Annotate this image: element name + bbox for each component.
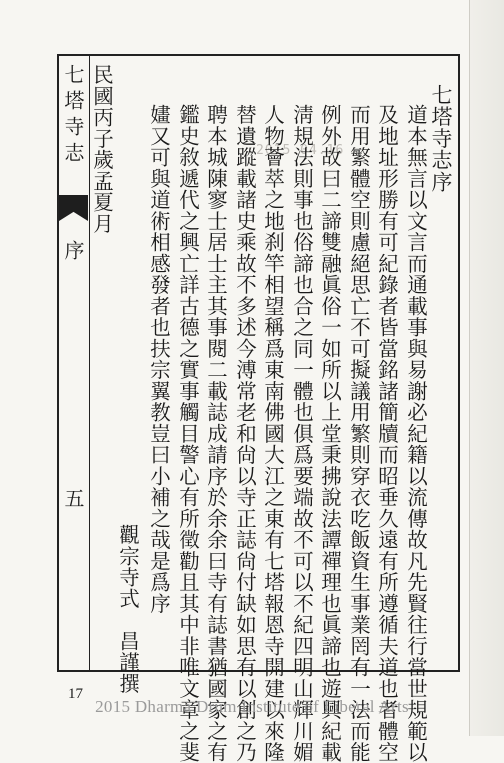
preface-line-5: 淸規法則事也俗諦也合之同一體也俱爲要端故不可以不紀四明山輝川媚 [289,104,314,763]
date-stamp: 2015.04.16 [256,143,345,158]
preface-line-8: 聘本城陳寥士居士主其事閱二載誌成請序於余余曰寺有誌書猶國家之有 [203,104,228,763]
preface-title: 七塔寺志序 [429,84,453,193]
margin-folio: 五 [61,488,85,514]
page-number: 17 [68,686,83,702]
preface-line-1: 道本無言以文言而通載事與易謝必紀籍以流傳故凡先賢往行當世規範以 [403,104,428,763]
preface-line-6: 人物薈萃之地刹竿相望稱爲東南佛國大江之東有七塔報恩寺開建以來隆 [260,104,285,763]
preface-signature: 觀宗寺式 昌謹撰 [115,524,140,694]
preface-line-7: 替遺蹤載諸史乘故不多述今溥常老和尙以寺正誌尙付缺如思有以創之乃 [232,104,257,763]
preface-line-4: 例外故曰二諦雙融眞俗一如所以上堂秉拂說法譚禪理也眞諦也遊興紀載 [317,104,342,763]
margin-section: 序 [61,240,85,266]
adjacent-page-edge [469,0,504,736]
preface-date: 民國丙子歲孟夏月 [89,64,114,234]
preface-line-3: 而用繁體空則慮絕思亡不可擬議用繁則穿衣吃飯資生事業罔有一法而能 [346,104,371,763]
preface-line-9: 鑑史敘遞代之興亡詳古德之實事觸目警心有所徵勸且其中非唯文章之斐 [175,104,200,763]
watermark: 2015 Dharma Drum Institute of Liberal Arts [95,697,409,716]
preface-line-2: 及地址形勝有可紀錄者皆當銘諸簡牘而昭垂久遠有所遵循夫道也者體空 [374,104,399,763]
preface-line-10: 嫿又可與道術相感發者也扶宗翼教豈曰小補之哉是爲序 [146,104,171,614]
margin-book-title: 七塔寺志 [61,64,85,168]
